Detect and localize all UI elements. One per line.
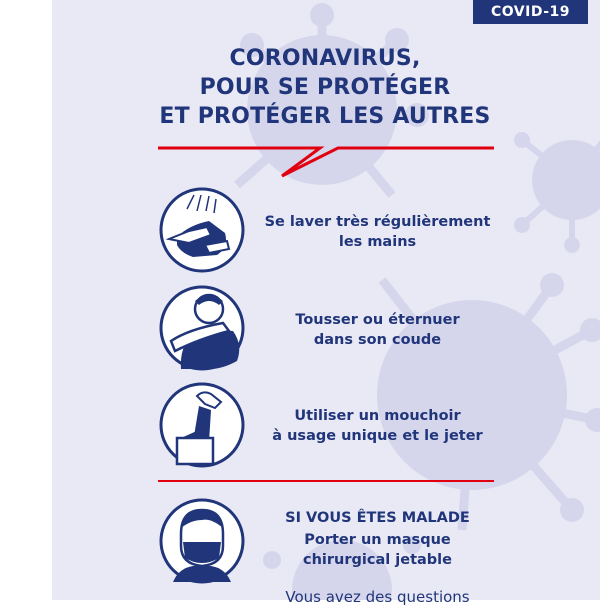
step-line: Se laver très régulièrement [264, 214, 491, 230]
cough-elbow-icon [159, 285, 245, 371]
face-mask-icon [159, 498, 245, 584]
red-divider [158, 480, 494, 482]
title-line: ET PROTÉGER LES AUTRES [159, 104, 491, 129]
sick-heading: SI VOUS ÊTES MALADE [285, 510, 470, 526]
page-title [150, 44, 500, 131]
step-hand-washing-text [255, 212, 500, 252]
hand-washing-icon [159, 187, 245, 273]
covid-badge: COVID-19 [473, 0, 588, 24]
step-line: Utiliser un mouchoir [294, 408, 461, 424]
title-line: CORONAVIRUS, [229, 46, 421, 71]
questions-text: Vous avez des questions [285, 588, 470, 606]
title-line: POUR SE PROTÉGER [199, 75, 451, 100]
step-tissue-text [255, 406, 500, 446]
sick-line: Porter un masque [304, 532, 451, 548]
speech-bubble-line [158, 144, 494, 184]
tissue-box-icon [159, 382, 245, 468]
step-line: à usage unique et le jeter [272, 428, 483, 444]
sick-text [255, 508, 500, 570]
step-line: dans son coude [313, 332, 442, 348]
step-line: Tousser ou éternuer [295, 312, 460, 328]
sick-line: chirurgical jetable [303, 552, 452, 568]
step-line: les mains [338, 234, 417, 250]
step-cough-text [255, 310, 500, 350]
